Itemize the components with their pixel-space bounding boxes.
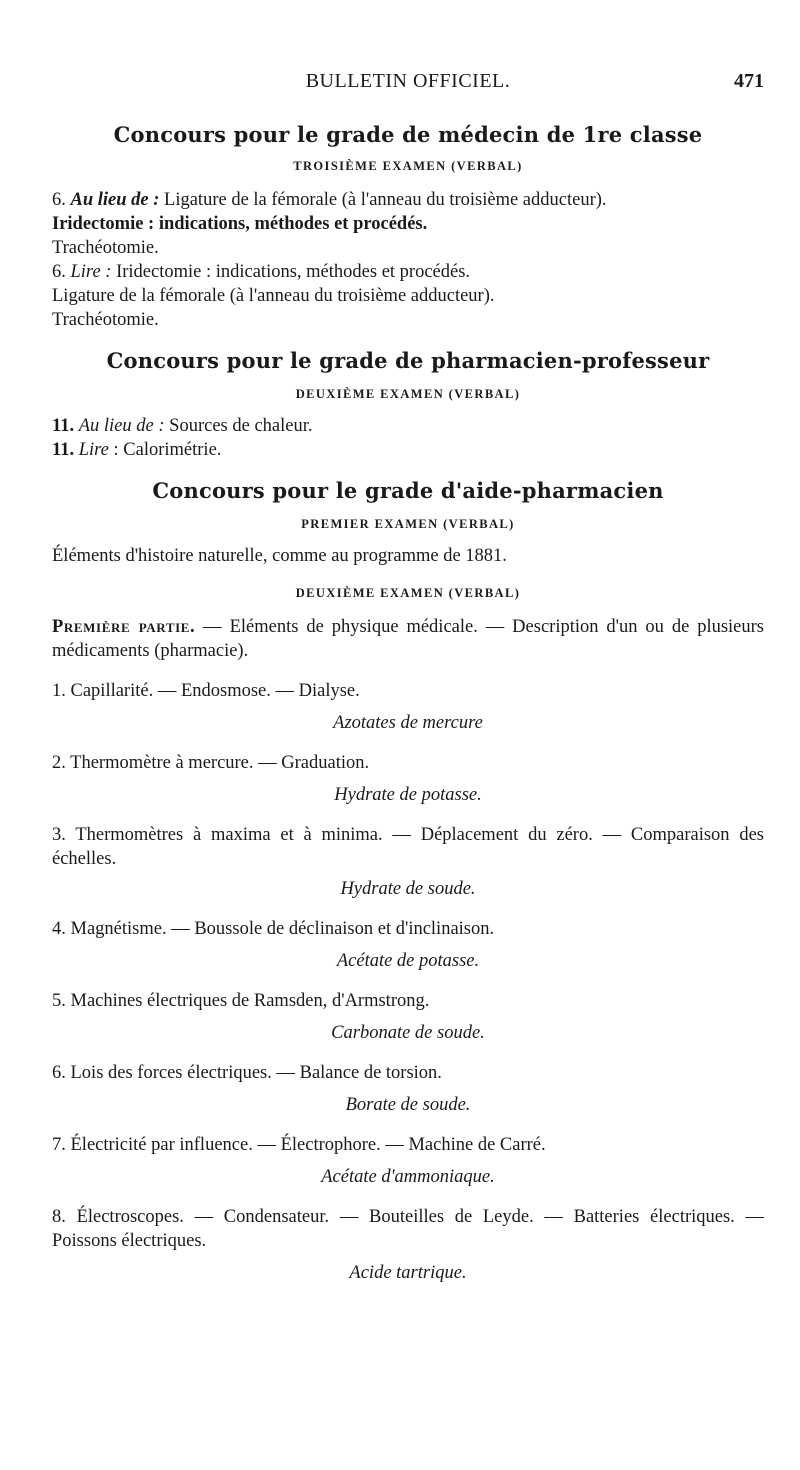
items-list	[52, 679, 764, 1285]
page-number: 471	[734, 70, 764, 92]
premier-examen-text: Éléments d'histoire naturelle, comme au programme de 1881.	[52, 546, 507, 566]
item-substance: Borate de soude.	[345, 1095, 471, 1115]
list-item: 8. Électroscopes. — Condensateur. — Bouteilles de Leyde. — Batteries électriques. — Poissons électriques.	[52, 1207, 764, 1251]
item-number: 11.	[52, 440, 75, 460]
line-text: Trachéotomie.	[52, 238, 159, 258]
item-substance: Acide tartrique.	[349, 1263, 467, 1283]
running-head	[52, 70, 764, 100]
correction-label: Au lieu de :	[70, 190, 160, 210]
document-page	[52, 70, 764, 1285]
item-substance: Carbonate de soude.	[331, 1023, 485, 1043]
premiere-partie-paragraph	[52, 615, 764, 663]
section1-lines	[52, 188, 764, 332]
item-substance: Hydrate de soude.	[340, 879, 476, 899]
line-text: Iridectomie : indications, méthodes et procédés.	[52, 214, 428, 234]
list-item: 1. Capillarité. — Endosmose. — Dialyse.	[52, 681, 360, 701]
item-number: 6.	[52, 262, 66, 282]
correction-label: Au lieu de :	[78, 416, 165, 436]
line-text: : Calorimétrie.	[113, 440, 222, 460]
running-title: BULLETIN OFFICIEL.	[305, 70, 511, 92]
list-item: 5. Machines électriques de Ramsden, d'Armstrong.	[52, 991, 430, 1011]
list-item: 4. Magnétisme. — Boussole de déclinaison et d'inclinaison.	[52, 919, 495, 939]
text-line	[52, 284, 764, 308]
section-title-medecin: Concours pour le grade de médecin de 1re classe	[113, 122, 703, 147]
line-text: Ligature de la fémorale (à l'anneau du troisième adducteur).	[52, 286, 495, 306]
correction-label: Lire :	[70, 262, 112, 282]
item-substance: Acétate d'ammoniaque.	[321, 1167, 495, 1187]
section2-lines	[52, 414, 764, 462]
exam-title-premier: PREMIER EXAMEN (VERBAL)	[301, 517, 515, 531]
item-number: 11.	[52, 416, 75, 436]
line-text: Iridectomie : indications, méthodes et procédés.	[116, 262, 471, 282]
section-title-pharmacien-professeur: Concours pour le grade de pharmacien-professeur	[106, 348, 710, 373]
list-item: 6. Lois des forces électriques. — Balance de torsion.	[52, 1063, 442, 1083]
item-number: 6.	[52, 190, 66, 210]
list-item: 7. Électricité par influence. — Électrophore. — Machine de Carré.	[52, 1135, 546, 1155]
text-line	[52, 212, 764, 236]
text-line	[52, 260, 764, 284]
list-item: 3. Thermomètres à maxima et à minima. — Déplacement du zéro. — Comparaison des échelles.	[52, 825, 764, 869]
text-line	[52, 236, 764, 260]
text-line	[52, 308, 764, 332]
list-item: 2. Thermomètre à mercure. — Graduation.	[52, 753, 370, 773]
line-text: Ligature de la fémorale (à l'anneau du troisième adducteur).	[164, 190, 607, 210]
part-label: Première partie.	[52, 617, 196, 637]
exam-title-troisieme: TROISIÈME EXAMEN (VERBAL)	[293, 159, 523, 173]
text-line	[52, 438, 764, 462]
item-substance: Azotates de mercure	[333, 713, 483, 733]
text-line	[52, 414, 764, 438]
correction-label: Lire	[78, 440, 109, 460]
part-text: — Eléments de physique médicale. — Description d'un ou de plusieurs médicaments (pharmacie).	[52, 617, 764, 661]
line-text: Trachéotomie.	[52, 310, 159, 330]
section-title-aide-pharmacien: Concours pour le grade d'aide-pharmacien	[152, 478, 664, 503]
text-line	[52, 188, 764, 212]
exam-title-deuxieme-aide: DEUXIÈME EXAMEN (VERBAL)	[295, 586, 521, 600]
item-substance: Hydrate de potasse.	[334, 785, 482, 805]
item-substance: Acétate de potasse.	[336, 951, 480, 971]
line-text: Sources de chaleur.	[169, 416, 313, 436]
exam-title-deuxieme: DEUXIÈME EXAMEN (VERBAL)	[295, 387, 521, 401]
